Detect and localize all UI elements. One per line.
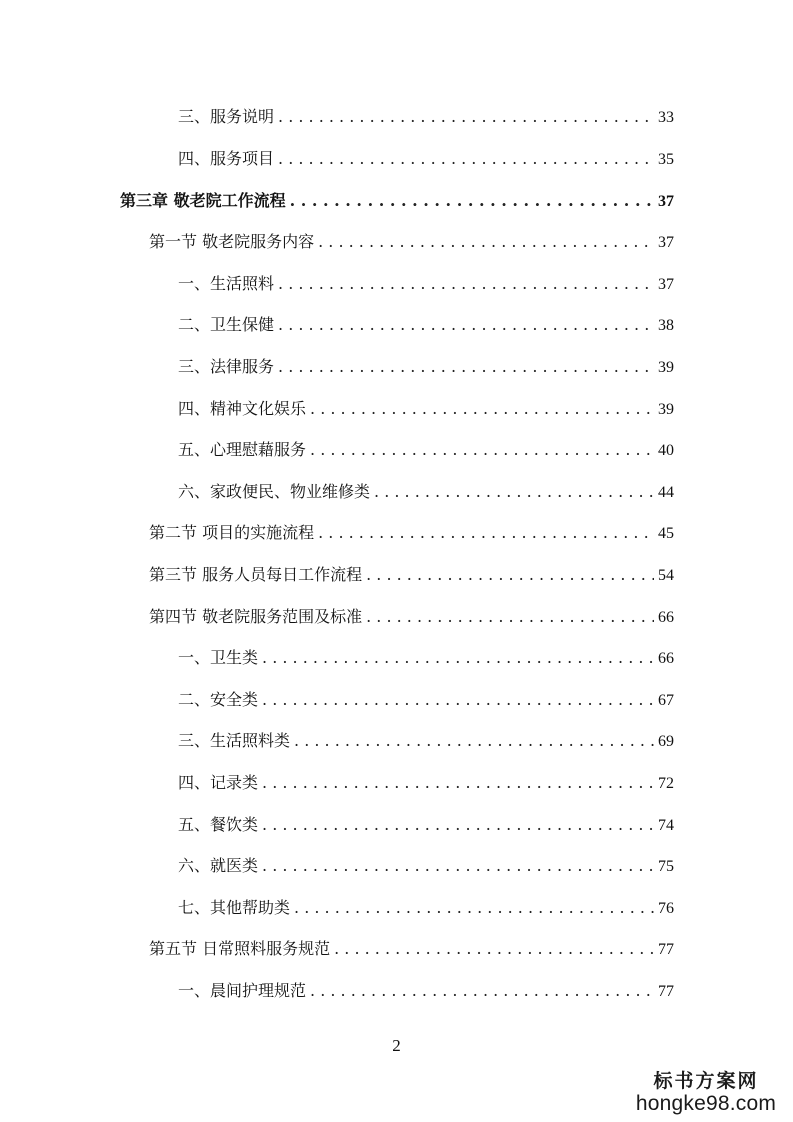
toc-entry-page: 69 [658,733,674,750]
toc-entry[interactable] [178,729,674,753]
toc-entry-page: 77 [658,983,674,1000]
toc-section-entry[interactable] [149,521,674,545]
dot-leader [262,854,654,878]
toc-entry-label: 第三章 敬老院工作流程 [120,191,286,210]
dot-leader [262,646,654,670]
dot-leader [278,147,654,171]
watermark-url: hongke98.com [635,1092,777,1115]
dot-leader [310,979,654,1003]
toc-entry-page: 74 [658,817,674,834]
dot-leader [374,480,654,504]
toc-section-entry[interactable] [149,563,674,587]
toc-entry[interactable] [178,854,674,878]
toc-entry[interactable] [178,313,674,337]
dot-leader [366,605,654,629]
toc-entry[interactable] [178,272,674,296]
toc-entry-page: 67 [658,692,674,709]
dot-leader [262,813,654,837]
toc-entry-label: 四、精神文化娱乐 [178,399,307,418]
dot-leader [366,563,654,587]
toc-entry-page: 77 [658,941,674,958]
toc-entry[interactable] [178,979,674,1003]
toc-entry-page: 54 [658,567,674,584]
toc-entry-label: 一、卫生类 [178,648,259,667]
toc-entry[interactable] [178,438,674,462]
toc-entry[interactable] [178,688,674,712]
toc-entry-label: 六、就医类 [178,856,259,875]
toc-entry-page: 38 [658,317,674,334]
dot-leader [278,272,654,296]
toc-entry[interactable] [178,105,674,129]
toc-section-entry[interactable] [149,605,674,629]
toc-entry-page: 44 [658,484,674,501]
toc-entry[interactable] [178,397,674,421]
toc-entry-label: 二、卫生保健 [178,315,275,334]
toc-entry-page: 33 [658,109,674,126]
toc-entry-label: 三、服务说明 [178,107,275,126]
toc-section-entry[interactable] [149,230,674,254]
toc-entry-page: 37 [658,234,674,251]
dot-leader [294,729,654,753]
toc-entry[interactable] [178,147,674,171]
toc-entry-label: 第一节 敬老院服务内容 [149,232,315,251]
toc-entry-label: 三、法律服务 [178,357,275,376]
toc-entry-page: 37 [658,276,674,293]
toc-entry-label: 三、生活照料类 [178,731,291,750]
toc-entry-page: 66 [658,609,674,626]
dot-leader [334,937,654,961]
page-number: 2 [392,1036,401,1055]
toc-entry[interactable] [178,355,674,379]
toc-entry-page: 72 [658,775,674,792]
dot-leader [294,896,654,920]
toc-entry-page: 75 [658,858,674,875]
dot-leader [290,189,654,213]
toc-entry-page: 45 [658,525,674,542]
toc-entry-label: 一、晨间护理规范 [178,981,307,1000]
toc-entry-label: 五、心理慰藉服务 [178,440,307,459]
toc-entry-page: 39 [658,359,674,376]
toc-entry[interactable] [178,480,674,504]
toc-entry-page: 76 [658,900,674,917]
toc-entry-label: 第五节 日常照料服务规范 [149,939,331,958]
toc-entry-label: 四、服务项目 [178,149,275,168]
toc-entry[interactable] [178,813,674,837]
dot-leader [262,688,654,712]
dot-leader [318,521,654,545]
dot-leader [278,355,654,379]
toc-entry-label: 一、生活照料 [178,274,275,293]
watermark-title: 标书方案网 [653,1070,759,1092]
toc-entry-label: 六、家政便民、物业维修类 [178,482,371,501]
toc-entry-label: 第四节 敬老院服务范围及标准 [149,607,363,626]
toc-entry-label: 第三节 服务人员每日工作流程 [149,565,363,584]
toc-entry-label: 二、安全类 [178,690,259,709]
toc-entry-label: 四、记录类 [178,773,259,792]
toc-entry[interactable] [178,646,674,670]
toc-entry[interactable] [178,896,674,920]
dot-leader [310,438,654,462]
toc-entry[interactable] [178,771,674,795]
dot-leader [278,105,654,129]
toc-entry-page: 35 [658,151,674,168]
toc-entry-label: 五、餐饮类 [178,815,259,834]
dot-leader [262,771,654,795]
toc-entry-page: 40 [658,442,674,459]
toc-entry-label: 第二节 项目的实施流程 [149,523,315,542]
dot-leader [310,397,654,421]
toc-section-entry[interactable] [149,937,674,961]
dot-leader [318,230,654,254]
toc-entry-page: 39 [658,401,674,418]
site-watermark [631,1070,781,1116]
toc-entry-page: 37 [658,193,674,210]
toc-entry-page: 66 [658,650,674,667]
dot-leader [278,313,654,337]
toc-chapter-entry[interactable] [120,189,674,213]
toc-entry-label: 七、其他帮助类 [178,898,291,917]
